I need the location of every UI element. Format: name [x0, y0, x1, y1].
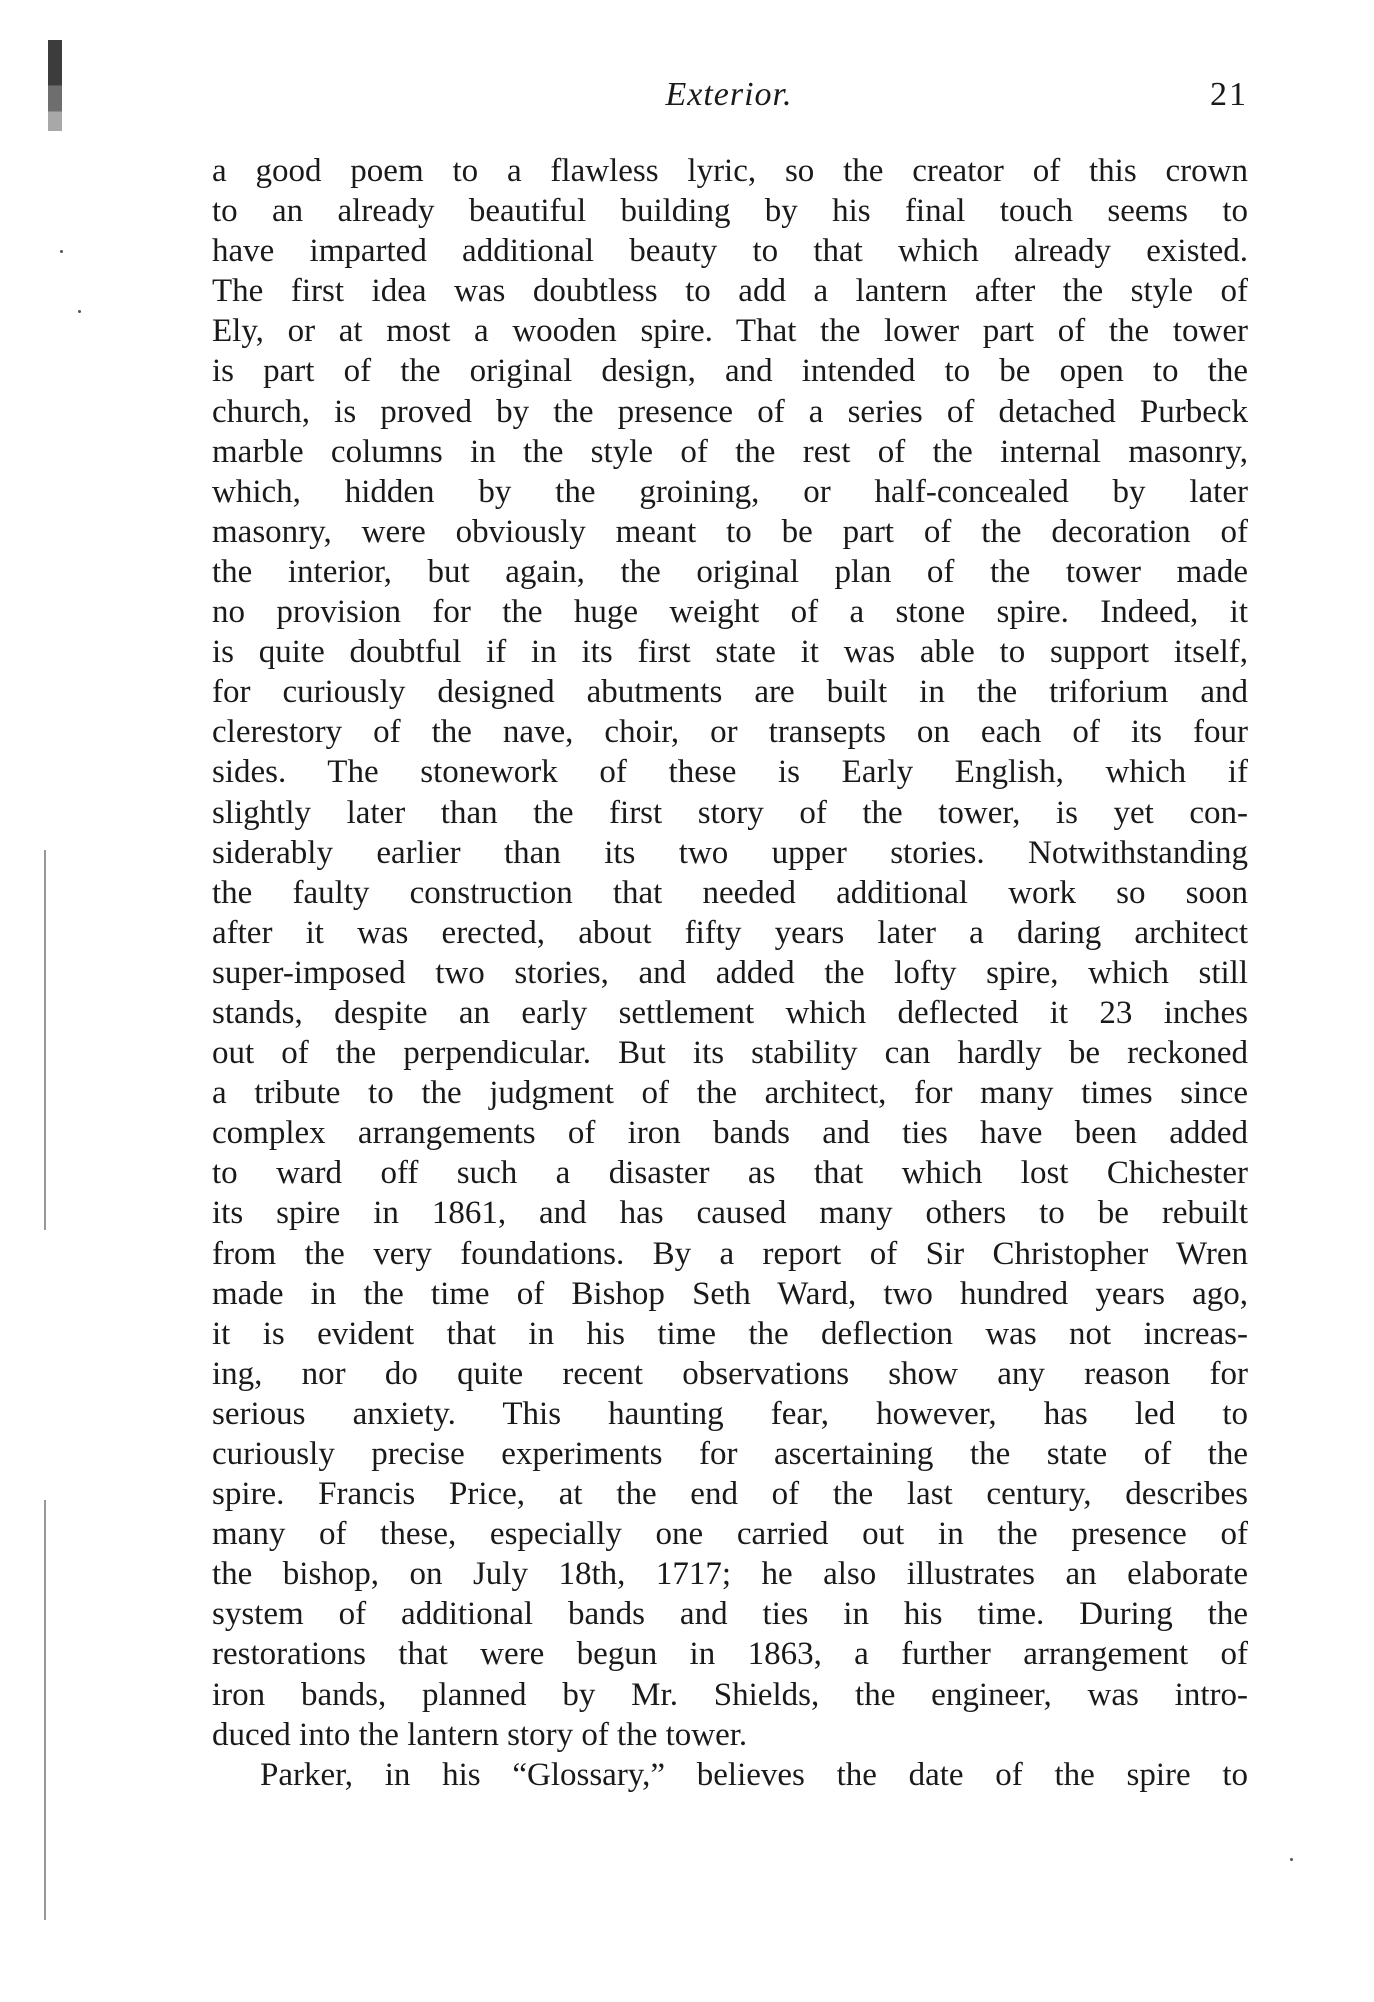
text-line: a good poem to a flawless lyric, so the creator of this crown	[212, 153, 1248, 189]
text-line: The first idea was doubtless to add a lantern after the style of	[212, 273, 1248, 310]
scan-speck	[60, 250, 63, 253]
text-line: the bishop, on July 18th, 1717; he also illustrates an elaborate	[212, 1556, 1248, 1593]
scan-edge-mark	[48, 40, 62, 170]
scan-speck	[78, 310, 81, 313]
text-line: to ward off such a disaster as that which lost Chichester	[212, 1155, 1248, 1192]
text-line: clerestory of the nave, choir, or transepts on each of its four	[212, 714, 1248, 751]
text-line: siderably earlier than its two upper stories. Notwithstanding	[212, 834, 1248, 871]
text-line: super-imposed two stories, and added the lofty spire, which still	[212, 954, 1248, 991]
text-line: made in the time of Bishop Seth Ward, two hundred years ago,	[212, 1275, 1248, 1312]
text-line: restorations that were begun in 1863, a further arrangement of	[212, 1636, 1248, 1673]
body-text	[212, 151, 1248, 1795]
page-header	[210, 76, 1248, 124]
text-line: out of the perpendicular. But its stability can hardly be reckoned	[212, 1035, 1248, 1072]
text-line: is part of the original design, and intended to be open to the	[212, 353, 1248, 390]
running-head: Exterior.	[665, 76, 793, 113]
text-line: curiously precise experiments for ascertaining the state of the	[212, 1436, 1248, 1472]
text-line: no provision for the huge weight of a stone spire. Indeed, it	[212, 594, 1248, 631]
text-line: slightly later than the first story of the tower, is yet con-	[212, 794, 1248, 831]
text-line: spire. Francis Price, at the end of the last century, describes	[212, 1476, 1248, 1513]
text-line: a tribute to the judgment of the architect, for many times since	[212, 1075, 1248, 1112]
text-line: complex arrangements of iron bands and ties have been added	[212, 1115, 1248, 1152]
text-line: after it was erected, about fifty years later a daring architect	[212, 914, 1248, 951]
text-line: church, is proved by the presence of a series of detached Purbeck	[212, 393, 1248, 430]
text-line: for curiously designed abutments are built in the triforium and	[212, 674, 1248, 711]
text-line: have imparted additional beauty to that which already existed.	[212, 233, 1248, 270]
scan-speck	[1290, 1858, 1293, 1861]
text-line: serious anxiety. This haunting fear, however, has led to	[212, 1395, 1248, 1432]
text-line: from the very foundations. By a report of Sir Christopher Wren	[212, 1235, 1248, 1272]
text-line: the faulty construction that needed additional work so soon	[212, 874, 1248, 911]
text-line: it is evident that in his time the deflection was not increas-	[212, 1315, 1248, 1352]
text-line: to an already beautiful building by his final touch seems to	[212, 193, 1248, 230]
text-line: is quite doubtful if in its first state it was able to support itself,	[212, 634, 1248, 671]
text-line: which, hidden by the groining, or half-concealed by later	[212, 473, 1248, 510]
text-line: the interior, but again, the original plan of the tower made	[212, 553, 1248, 590]
text-line: ing, nor do quite recent observations show any reason for	[212, 1355, 1248, 1392]
text-line: stands, despite an early settlement which deflected it 23 inches	[212, 994, 1248, 1031]
text-line: sides. The stonework of these is Early English, which if	[212, 754, 1248, 791]
page-number: 21	[1210, 76, 1248, 113]
text-line: its spire in 1861, and has caused many others to be rebuilt	[212, 1195, 1248, 1232]
scan-edge-line	[44, 850, 46, 1230]
text-line: Ely, or at most a wooden spire. That the lower part of the tower	[212, 313, 1248, 350]
text-line: marble columns in the style of the rest of the internal masonry,	[212, 433, 1248, 470]
text-line: many of these, especially one carried out in the presence of	[212, 1516, 1248, 1553]
scan-edge-line	[44, 1500, 46, 1920]
paragraph-start-line: Parker, in his “Glossary,” believes the date of the spire to	[260, 1756, 1248, 1793]
text-line: masonry, were obviously meant to be part of the decoration of	[212, 513, 1248, 550]
text-line: iron bands, planned by Mr. Shields, the engineer, was intro-	[212, 1676, 1248, 1713]
text-line: duced into the lantern story of the tower.	[212, 1716, 748, 1753]
text-line: system of additional bands and ties in his time. During the	[212, 1596, 1248, 1633]
